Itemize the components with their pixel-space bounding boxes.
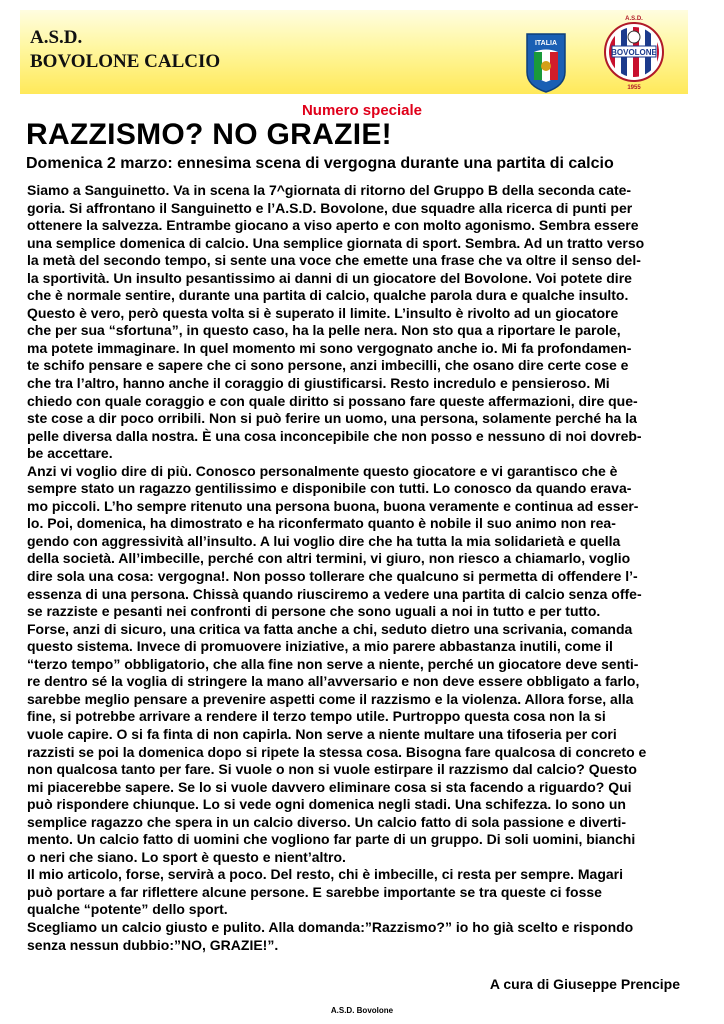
bovolone-club-crest <box>604 10 664 94</box>
article-line: “terzo tempo” obbligatorio, che alla fine non serve a niente, perché un giocatore deve senti- <box>27 655 639 672</box>
article-line: lo. Poi, domenica, ha dimostrato e ha riconfermato quanto è nobile il suo animo non rea- <box>27 515 616 532</box>
article-line: chiedo con quale coraggio e con quale diritto si possano fare queste affermazioni, dire que- <box>27 392 638 409</box>
crest-top-text: A.S.D. <box>625 16 643 22</box>
article-line: della società. All’imbecille, perché con altri termini, vi giuro, non riesco a chiamarlo, voglio <box>27 550 631 567</box>
article-line: ma potete immaginare. In quel momento mi sono vergognato anche io. Mi fa profondamen- <box>27 339 632 356</box>
article-line: vuole capire. O si fa finta di non capirla. Non serve a niente multare una tifoseria per cori <box>27 725 617 742</box>
article-line: che tra l’altro, hanno anche il coraggio di giustificarsi. Resto incredulo e pensieroso. Mi <box>27 375 610 392</box>
article-line: mo piccoli. L’ho sempre ritenuto una persona buona, buona veramente e continua ad esser- <box>27 497 639 514</box>
article-line: ottenere la salvezza. Entrambe giocano a viso aperto e con molto agonismo. Sembra essere <box>27 217 639 234</box>
article-line: goria. Si affrontano il Sanguinetto e l’A.S.D. Bovolone, due squadre alla ricerca di punti per <box>27 199 633 216</box>
article-line: Anzi vi voglio dire di più. Conosco personalmente questo giocatore e vi garantisco che è <box>27 462 618 479</box>
article-line: qualche “potente” dello sport. <box>27 901 228 918</box>
italia-text: ITALIA <box>534 40 558 47</box>
article-line: che è normale sentire, durante una partita di calcio, qualche parola dura e qualche insulto. <box>27 287 629 304</box>
club-name-line1: A.S.D. <box>30 27 83 48</box>
page-footer: A.S.D. Bovolone <box>330 1006 394 1015</box>
special-issue-label: Numero speciale <box>301 102 423 119</box>
crest-year-text: 1955 <box>627 85 641 91</box>
page-header <box>20 10 688 94</box>
article-line: ste cose a dir poco orribili. Non si può ferire un uomo, una persona, solamente perché ha la <box>27 410 637 427</box>
crest-name-text: BOVOLONE <box>611 48 657 57</box>
article-line: dire sola una cosa: vergogna!. Non posso tollerare che qualcuno si permetta di offendere l’- <box>27 568 638 585</box>
article-line: essenza di una persona. Chissà quando riusciremo a vedere una partita di calcio senza offe- <box>27 585 642 602</box>
article-line: fine, si potrebbe arrivare a rendere il terzo tempo utile. Purtroppo questa cosa non la si <box>27 708 606 725</box>
article-line: re dentro sé la voglia di stringere la mano all’avversario e non deve essere obbligato a farlo, <box>27 673 640 690</box>
article-line: Il mio articolo, forse, servirà a poco. Del resto, chi è imbecille, ci resta per sempre. Magari <box>27 866 624 883</box>
article-line: la sportività. Un insulto pesantissimo ai danni di un giocatore del Bovolone. Voi potete dire <box>27 269 632 286</box>
article-line: Scegliamo un calcio giusto e pulito. Alla domanda:”Razzismo?” io ho già scelto e rispondo <box>27 918 634 935</box>
article-line: gendo con aggressività all’insulto. A lui voglio dire che ha tutta la mia solidarietà e quella <box>27 532 621 549</box>
article-line: non qualcosa tanto per fare. Si vuole o non si vuole estirpare il razzismo dal calcio? Questo <box>27 761 637 778</box>
article-line: Forse, anzi di sicuro, una critica va fatta anche a chi, seduto dietro una scrivania, comanda <box>27 620 633 637</box>
article-line: razzisti se poi la domenica dopo si ripete la stessa cosa. Bisogna fare qualcosa di concreto e <box>27 743 647 760</box>
article-line: senza nessun dubbio:”NO, GRAZIE!”. <box>27 936 279 953</box>
article-line: pelle diversa dalla nostra. È una cosa inconcepibile che non posso e nessuno di noi dovreb- <box>27 427 642 444</box>
club-name-line2: BOVOLONE CALCIO <box>30 51 221 72</box>
article-line: può rispondere chiunque. Lo si vede ogni domenica negli stadi. Una schifezza. Io sono un <box>27 796 626 813</box>
article-body <box>27 182 687 954</box>
article-line: be accettare. <box>27 445 113 462</box>
article-line: te schifo pensare e sapere che ci sono persone, anzi imbecilli, che osano dire certe cose e <box>27 357 629 374</box>
article-title: RAZZISMO? NO GRAZIE! <box>26 118 392 151</box>
article-line: sarebbe meglio pensare a prevenire aspetti come il razzismo e la violenza. Allora forse, alla <box>27 690 634 707</box>
article-subtitle: Domenica 2 marzo: ennesima scena di vergogna durante una partita di calcio <box>26 155 614 172</box>
article-line: sempre stato un ragazzo gentilissimo e disponibile con tutti. Lo conosco da quando erava- <box>27 480 632 497</box>
article-line: una semplice domenica di calcio. Una semplice giornata di sport. Sembra. Ad un tratto verso <box>27 234 645 251</box>
article-line: se razziste e pesanti nei confronti di persone che sono uguali a noi in tutto e per tutto. <box>27 603 601 620</box>
article-line: o neri che siano. Lo sport è questo e nient’altro. <box>27 848 346 865</box>
article-line: che per sua “sfortuna”, in questo caso, ha la pelle nera. Non sto qua a riportare le parole, <box>27 322 621 339</box>
article-line: mento. Un calcio fatto di uomini che vogliono far parte di un gruppo. Di soli uomini, bianchi <box>27 831 636 848</box>
figc-italia-logo <box>525 32 567 94</box>
article-line: semplice ragazzo che spera in un calcio diverso. Un calcio fatto di sola passione e diverti- <box>27 813 627 830</box>
article-line: mi piacerebbe sapere. Se lo si vuole davvero eliminare cosa si sta facendo a riguardo? Qui <box>27 778 632 795</box>
article-line: questo sistema. Invece di promuovere iniziative, a mio parere abbastanza inutili, come il <box>27 638 613 655</box>
article-signature: A cura di Giuseppe Prencipe <box>489 976 680 992</box>
club-name <box>30 26 220 74</box>
article-line: Questo è vero, però questa volta si è superato il limite. L’insulto è rivolto ad un giocatore <box>27 304 619 321</box>
article-line: Siamo a Sanguinetto. Va in scena la 7^giornata di ritorno del Gruppo B della seconda cate- <box>27 182 632 198</box>
article-line: può portare a far riflettere alcune persone. E sarebbe importante se tra queste ci fosse <box>27 883 602 900</box>
article-line: la metà del secondo tempo, si sente una voce che emette una frase che va oltre il senso del- <box>27 252 641 269</box>
